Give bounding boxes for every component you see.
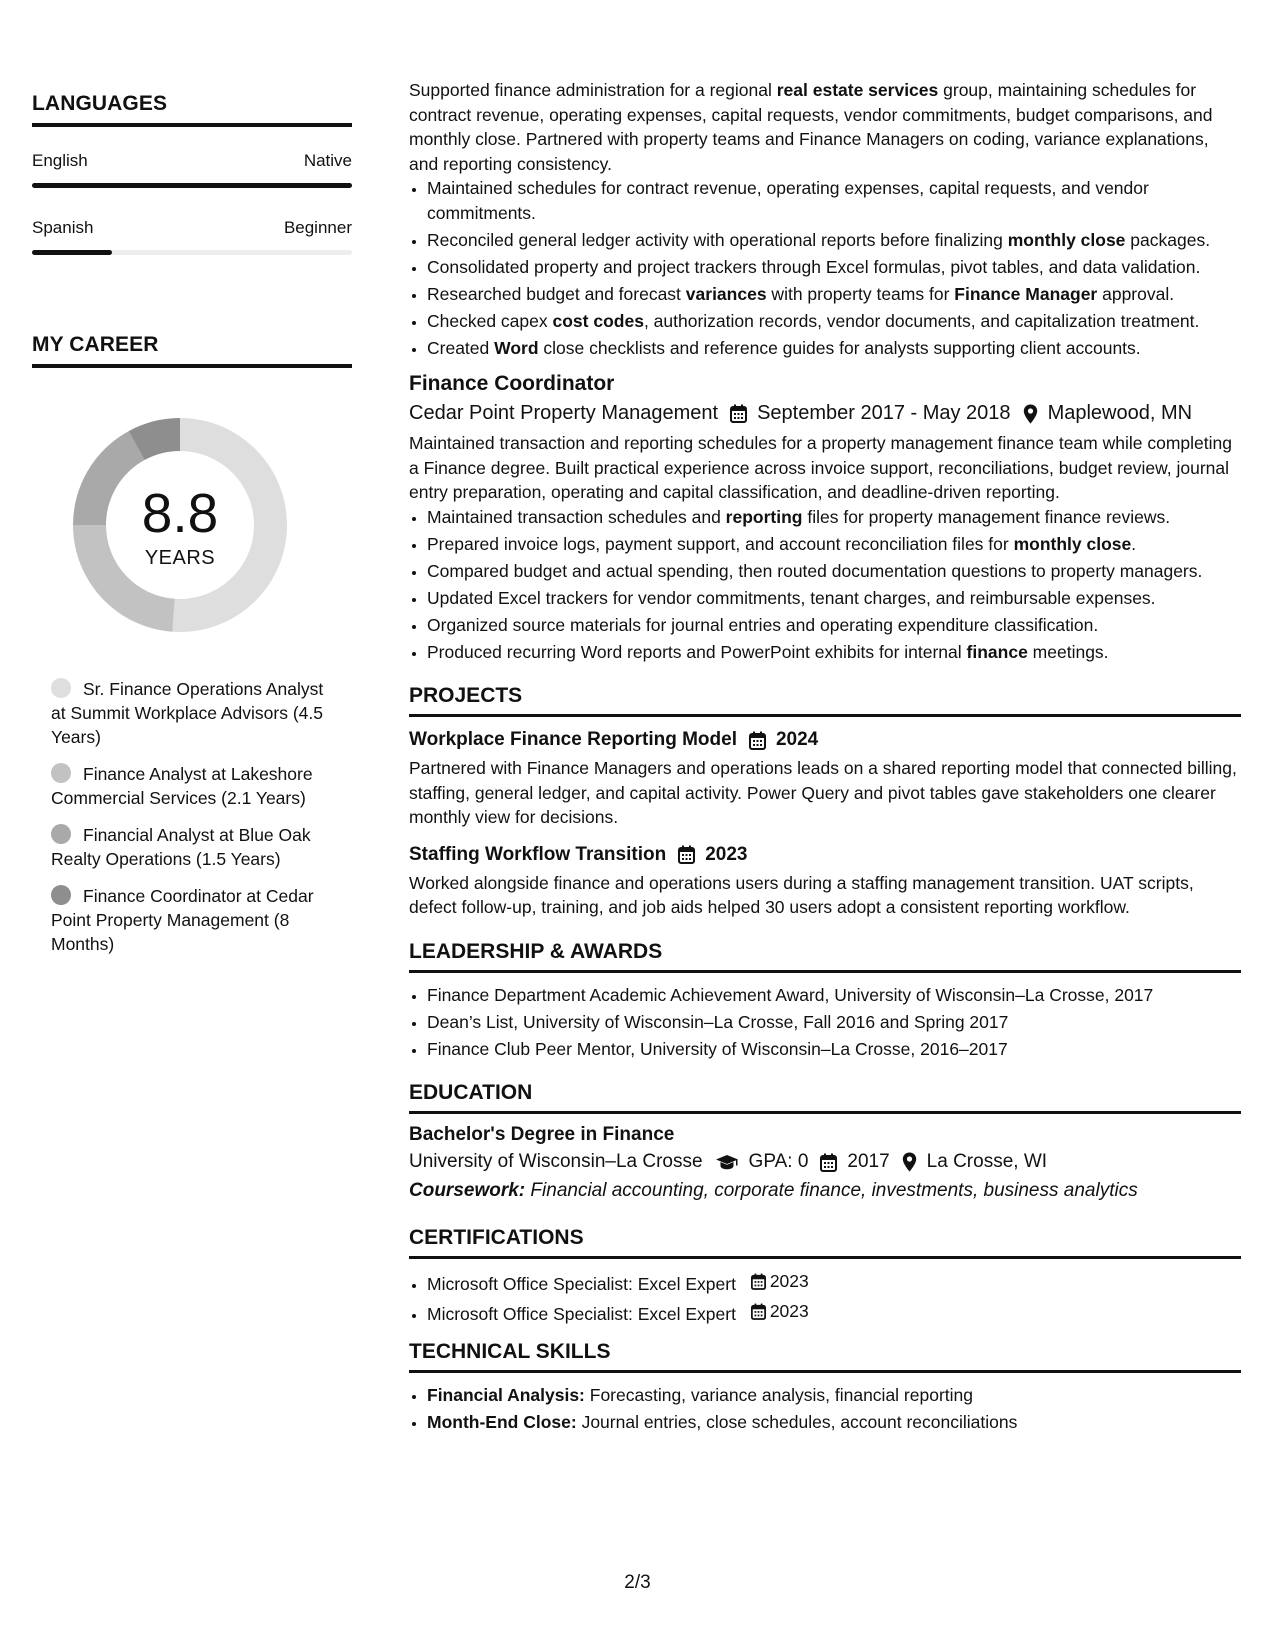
legend-dot xyxy=(51,824,71,844)
language-name: Spanish xyxy=(32,218,94,237)
certifications-section xyxy=(409,1226,1241,1326)
job-bullet: • Consolidated property and project trackers through Excel formulas, pivot tables, and data validation. xyxy=(427,255,1241,280)
job-bullet: • Checked capex cost codes, authorization records, vendor documents, and capitalization treatment. xyxy=(427,309,1241,334)
language-level: Beginner xyxy=(283,218,352,237)
project-description: Worked alongside finance and operations users during a staffing management transition. UAT scripts, defect follow-up, training, and job aids helped 30 users adopt a consistent reporting workflow. xyxy=(409,872,1194,917)
skills-list xyxy=(409,1383,1241,1435)
job-bullet: • Created Word close checklists and reference guides for analysts supporting client accounts. xyxy=(427,336,1241,361)
project-name: Staffing Workflow Transition xyxy=(409,843,667,865)
sidebar xyxy=(32,92,352,969)
language-name: English xyxy=(32,151,88,170)
projects-section xyxy=(409,684,1241,920)
skill-label: Financial Analysis: xyxy=(427,1385,585,1405)
skill-label: Month-End Close: xyxy=(427,1412,577,1432)
job-bullet: • Maintained schedules for contract revenue, operating expenses, capital requests, and vendor commitments. xyxy=(427,176,1241,225)
certification-name: Microsoft Office Specialist: Excel Expert xyxy=(427,1273,736,1294)
location-pin-icon xyxy=(1023,404,1038,424)
project-description: Partnered with Finance Managers and operations leads on a shared reporting model that connected billing, staffing, general ledger, and capital activity. Power Query and pivot tables gave stakeholders one clearer monthly view for decisions. xyxy=(409,758,1237,827)
job-bullet: • Researched budget and forecast variances with property teams for Finance Manager approval. xyxy=(427,282,1241,307)
project-name: Workplace Finance Reporting Model xyxy=(409,729,737,750)
job-bullet: • Maintained transaction schedules and reporting files for property management finance reviews. xyxy=(427,505,1241,530)
coursework xyxy=(409,1180,1241,1202)
job-bullets xyxy=(409,505,1241,665)
project-year: 2023 xyxy=(705,843,748,865)
skill-value: Forecasting, variance analysis, financial reporting xyxy=(584,1385,974,1405)
award-item: • Finance Club Peer Mentor, University of Wisconsin–La Crosse, 2016–2017 xyxy=(427,1037,1241,1062)
career-legend xyxy=(32,677,336,956)
school-name: University of Wisconsin–La Crosse xyxy=(409,1151,703,1172)
calendar-icon xyxy=(751,1303,766,1320)
job-intro: Supported finance administration for a regional real estate services group, maintaining schedules for contract revenue, operating expenses, capital requests, vendor commitments, budget comparisons, and monthly close. Partnered with property teams and Finance Managers on coding, variance explanations, and reporting consistency. xyxy=(409,80,1213,174)
education-section xyxy=(409,1081,1241,1202)
job-dates: September 2017 - May 2018 xyxy=(757,402,1011,424)
career-legend-item: Finance Coordinator at Cedar Point Property Management (8 Months) xyxy=(51,886,314,954)
graduation-cap-icon xyxy=(715,1154,739,1171)
award-item: • Finance Department Academic Achievement Award, University of Wisconsin–La Crosse, 2017 xyxy=(427,983,1241,1008)
certifications-title: CERTIFICATIONS xyxy=(409,1226,1241,1259)
education-title: EDUCATION xyxy=(409,1081,1241,1114)
job-intro: Maintained transaction and reporting schedules for a property management finance team while completing a Finance degree. Built practical experience across invoice support, reconciliations, budget review, journal entry preparation, operating and capital classification, and deadline-driven reporting. xyxy=(409,433,1232,502)
leadership-title: LEADERSHIP & AWARDS xyxy=(409,940,1241,973)
certification-item xyxy=(427,1269,1241,1296)
leadership-list xyxy=(409,983,1241,1062)
certifications-list xyxy=(409,1269,1241,1326)
job-bullets xyxy=(409,176,1241,360)
certification-item xyxy=(427,1299,1241,1326)
career-legend-item: Sr. Finance Operations Analyst at Summit Workplace Advisors (4.5 Years) xyxy=(51,679,324,747)
award-item: • Dean’s List, University of Wisconsin–La Crosse, Fall 2016 and Spring 2017 xyxy=(427,1010,1241,1035)
project-year: 2024 xyxy=(775,729,819,750)
legend-dot xyxy=(51,885,71,905)
job-meta xyxy=(409,402,1241,425)
calendar-icon xyxy=(678,845,695,864)
calendar-icon xyxy=(730,404,747,423)
location-pin-icon xyxy=(902,1152,917,1172)
career-donut-chart xyxy=(66,411,294,639)
job-company: Cedar Point Property Management xyxy=(409,402,719,424)
language-level: Native xyxy=(303,151,352,170)
coursework-label: Coursework: xyxy=(409,1180,526,1201)
languages-title: LANGUAGES xyxy=(32,92,352,127)
page-number: 2/3 xyxy=(624,1572,651,1593)
job-bullet: • Compared budget and actual spending, then routed documentation questions to property managers. xyxy=(427,559,1241,584)
legend-dot xyxy=(51,763,71,783)
job-cedar-point xyxy=(409,372,1241,664)
job-bullet: • Reconciled general ledger activity with operational reports before finalizing monthly close packages. xyxy=(427,228,1241,253)
career-years-label: YEARS xyxy=(144,547,216,569)
projects-title: PROJECTS xyxy=(409,684,1241,717)
project-item xyxy=(409,844,1241,920)
calendar-icon xyxy=(820,1153,837,1172)
project-item xyxy=(409,729,1241,830)
language-english xyxy=(32,151,352,188)
career-total-years: 8.8 xyxy=(141,482,219,544)
education-meta xyxy=(409,1151,1241,1173)
job-bullet: • Produced recurring Word reports and PowerPoint exhibits for internal finance meetings. xyxy=(427,640,1241,665)
language-bar-fill xyxy=(32,183,352,188)
main-content xyxy=(409,78,1241,1437)
skills-section xyxy=(409,1340,1241,1435)
calendar-icon xyxy=(751,1273,766,1290)
job-title: Finance Coordinator xyxy=(409,372,615,395)
skills-title: TECHNICAL SKILLS xyxy=(409,1340,1241,1373)
language-bar xyxy=(32,183,352,188)
career-legend-item: Finance Analyst at Lakeshore Commercial Services (2.1 Years) xyxy=(51,764,313,808)
job-bullet: • Prepared invoice logs, payment support, and account reconciliation files for monthly close. xyxy=(427,532,1241,557)
language-spanish xyxy=(32,218,352,255)
career-title: MY CAREER xyxy=(32,333,352,368)
legend-dot xyxy=(51,678,71,698)
coursework-list: Financial accounting, corporate finance, investments, business analytics xyxy=(530,1180,1138,1201)
certification-name: Microsoft Office Specialist: Excel Expert xyxy=(427,1303,736,1324)
graduation-year: 2017 xyxy=(847,1151,890,1172)
school-location: La Crosse, WI xyxy=(926,1151,1048,1172)
job-bullet: • Updated Excel trackers for vendor commitments, tenant charges, and reimbursable expenses. xyxy=(427,586,1241,611)
skill-value: Journal entries, close schedules, account reconciliations xyxy=(576,1412,1018,1432)
degree-title: Bachelor's Degree in Finance xyxy=(409,1124,675,1145)
job-location: Maplewood, MN xyxy=(1047,402,1193,424)
certification-year: 2023 xyxy=(769,1271,809,1291)
skill-item xyxy=(427,1410,1241,1435)
language-bar-fill xyxy=(32,250,112,255)
job-bullet: • Organized source materials for journal entries and operating expenditure classification. xyxy=(427,613,1241,638)
job-summit-continued xyxy=(409,78,1241,360)
skill-item xyxy=(427,1383,1241,1408)
gpa: GPA: 0 xyxy=(748,1151,809,1172)
career-legend-item: Financial Analyst at Blue Oak Realty Operations (1.5 Years) xyxy=(51,825,311,869)
leadership-section xyxy=(409,940,1241,1062)
language-bar xyxy=(32,250,352,255)
calendar-icon xyxy=(749,731,766,750)
certification-year: 2023 xyxy=(769,1300,809,1321)
